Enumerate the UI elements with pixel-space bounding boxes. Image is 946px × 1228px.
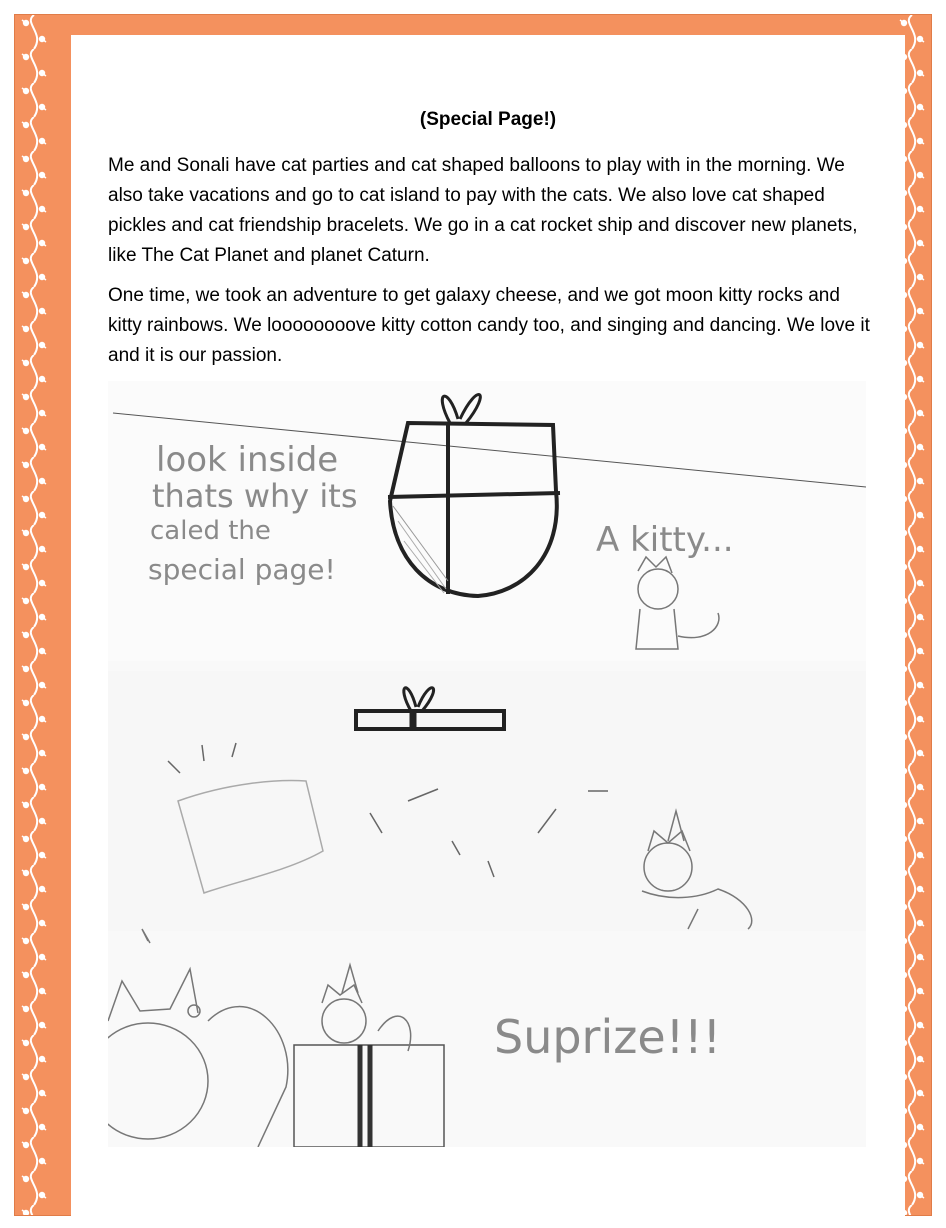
paragraph-1: Me and Sonali have cat parties and cat shaped balloons to play with in the morning. We also take vacations and go to cat island to pay with the cats. We also love cat shaped pickles and cat friendship bracelets. We go in a cat rocket ship and discover new planets, like The Cat Planet and planet Caturn. (108, 155, 858, 266)
drawing-panel-1 (108, 381, 866, 661)
panel1-text-line-4: special page! (148, 553, 336, 586)
panel1-text-line-3: caled the (150, 516, 271, 546)
panel1-text-line-2: thats why its (152, 477, 358, 515)
floral-pattern-left (15, 15, 53, 1215)
drawing-canvas (108, 381, 866, 1147)
panel1-reveal-text: A kitty... (596, 520, 734, 560)
surprise-text: Suprize!!! (494, 1010, 722, 1064)
page-title: (Special Page!) (419, 109, 557, 130)
drawing-panel-3 (108, 929, 866, 1147)
decorative-border (14, 14, 932, 1216)
page-content (71, 35, 905, 1223)
child-drawing (108, 381, 866, 1147)
panel1-text-line-1: look inside (156, 440, 339, 480)
paragraph-2: One time, we took an adventure to get galaxy cheese, and we got moon kitty rocks and kitty rainbows. We loooooooove kitty cotton candy too, and singing and dancing. We love it and it is our passion. (108, 285, 870, 366)
drawing-panel-2 (108, 671, 866, 931)
floral-border-left (15, 15, 53, 1215)
